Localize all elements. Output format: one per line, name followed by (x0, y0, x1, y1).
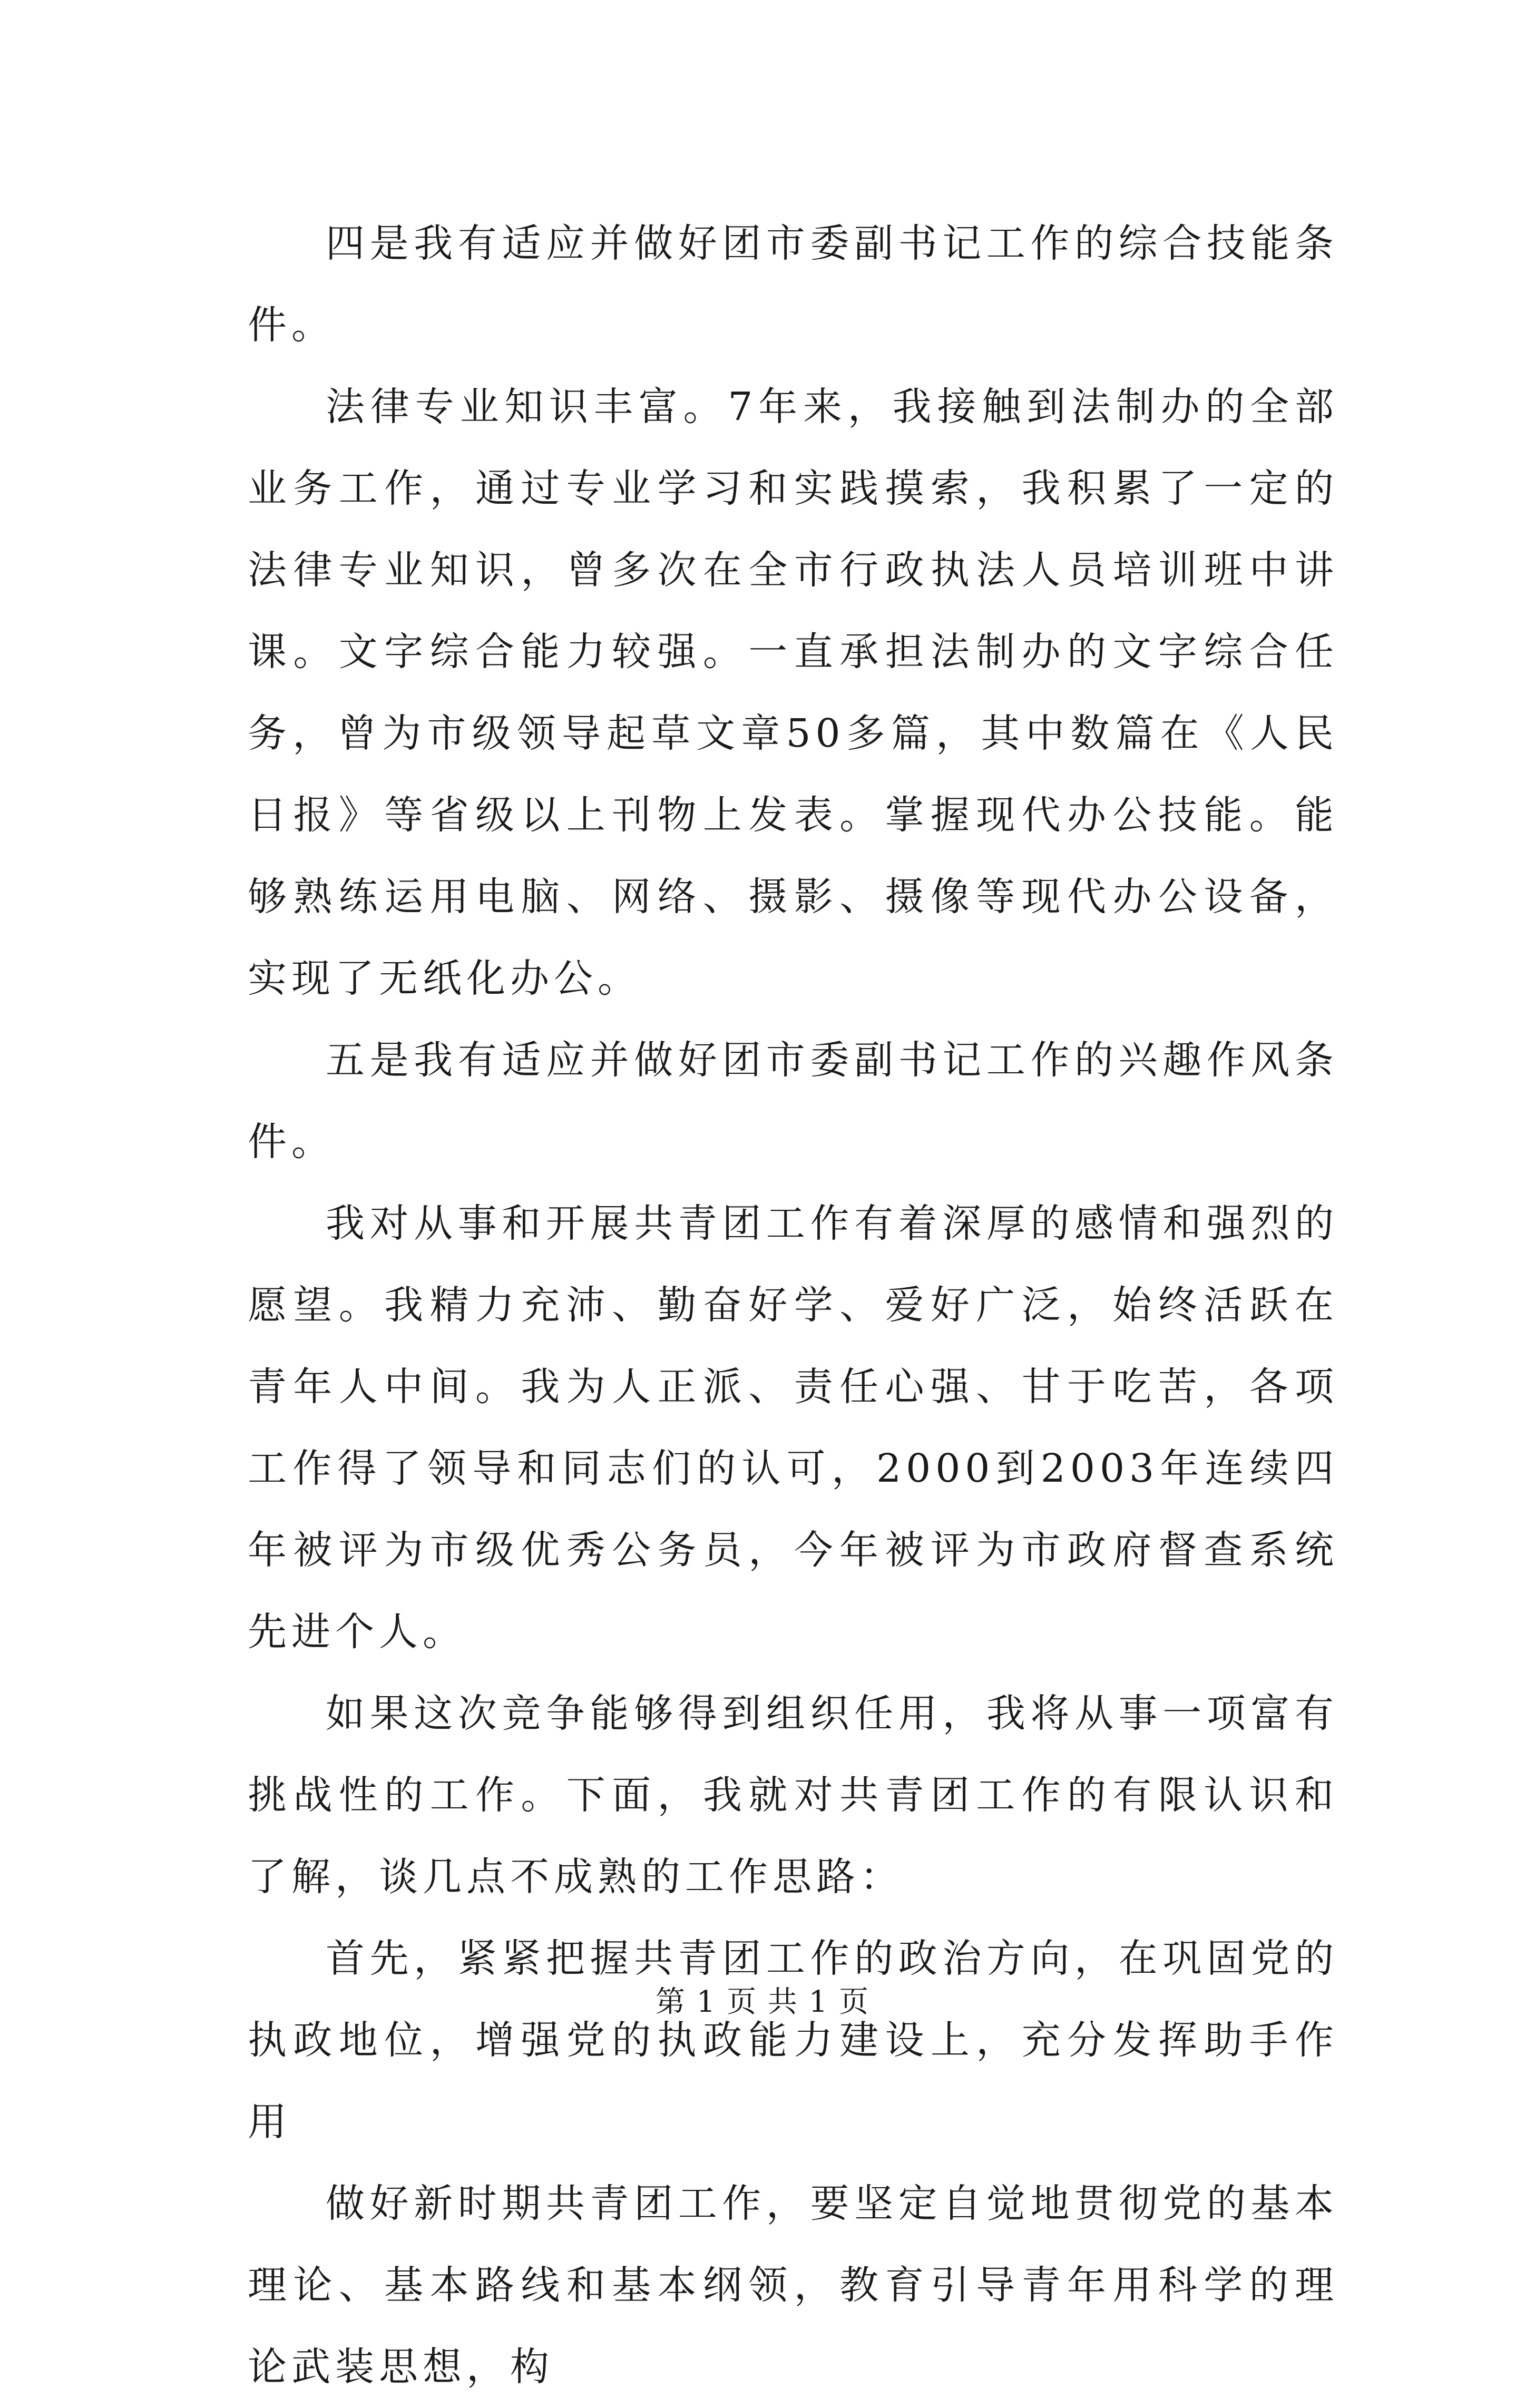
page-footer: 第 1 页 共 1 页 (655, 1985, 870, 2019)
paragraph: 五是我有适应并做好团市委副书记工作的兴趣作风条件。 (248, 1037, 1338, 1164)
document-body (248, 203, 1338, 2408)
paragraph: 如果这次竞争能够得到组织任用，我将从事一项富有挑战性的工作。下面，我就对共青团工作的有限认识和了解，谈几点不成熟的工作思路： (248, 1691, 1338, 1900)
paragraph: 四是我有适应并做好团市委副书记工作的综合技能条件。 (248, 221, 1338, 348)
paragraph: 法律专业知识丰富。7年来，我接触到法制办的全部业务工作，通过专业学习和实践摸索，我积累了一定的法律专业知识，曾多次在全市行政执法人员培训班中讲课。文字综合能力较强。一直承担法制办的文字综合任务，曾为市级领导起草文章50多篇，其中数篇在《人民日报》等省级以上刊物上发表。掌握现代办公技能。能够熟练运用电脑、网络、摄影、摄像等现代办公设备，实现了无纸化办公。 (248, 384, 1338, 1001)
paragraph: 做好新时期共青团工作，要坚定自觉地贯彻党的基本理论、基本路线和基本纲领，教育引导青年用科学的理论武装思想，构 (248, 2181, 1338, 2390)
paragraph: 我对从事和开展共青团工作有着深厚的感情和强烈的愿望。我精力充沛、勤奋好学、爱好广泛，始终活跃在青年人中间。我为人正派、责任心强、甘于吃苦，各项工作得了领导和同志们的认可，2000到2003年连续四年被评为市级优秀公务员，今年被评为市政府督查系统先进个人。 (248, 1201, 1338, 1655)
paragraph: 首先，紧紧把握共青团工作的政治方向，在巩固党的执政地位，增强党的执政能力建设上，充分发挥助手作用 (248, 1936, 1338, 2145)
